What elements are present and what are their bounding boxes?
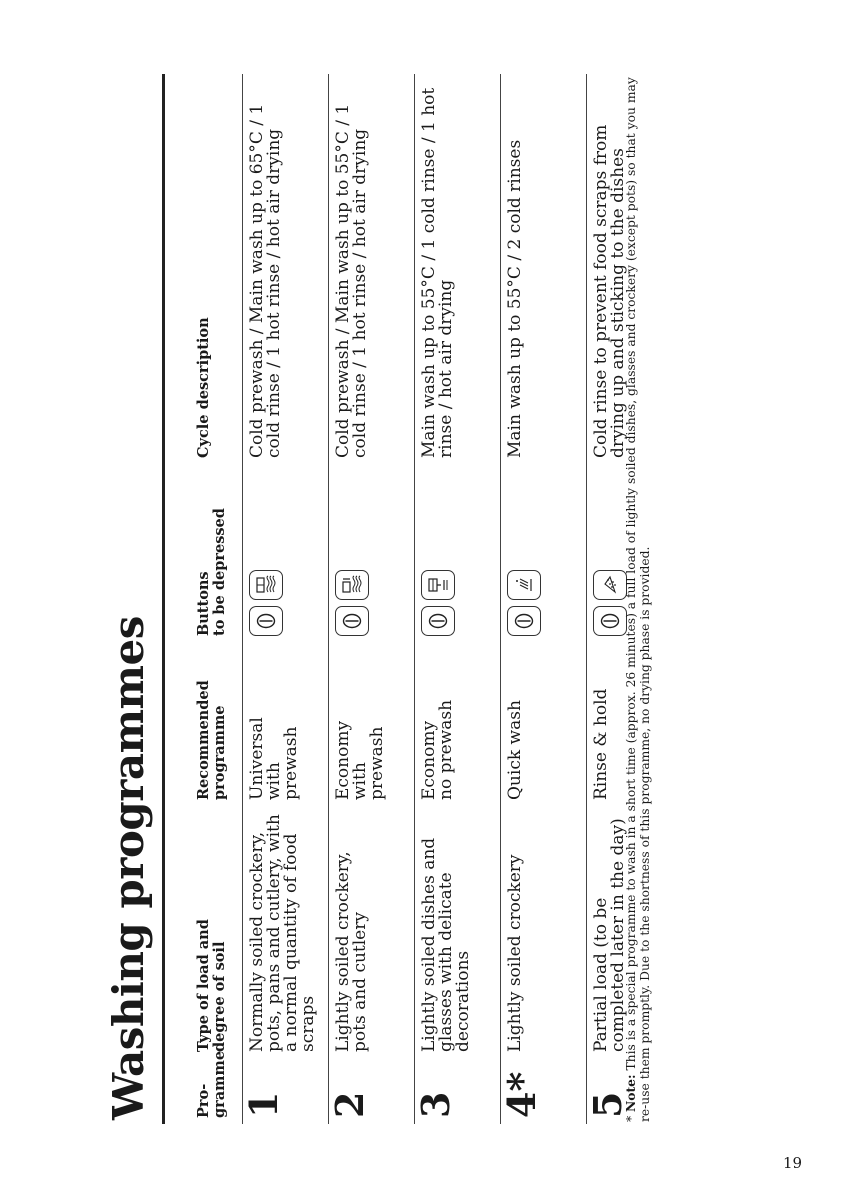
cycle-description: Main wash up to 55°C / 2 cold rinses bbox=[501, 74, 587, 464]
economy-prewash-icon bbox=[335, 570, 369, 600]
buttons-cell bbox=[329, 464, 415, 642]
header-buttons: Buttons to be depressed bbox=[195, 508, 228, 636]
programme-number: 1 bbox=[243, 1058, 329, 1124]
cycle-description: Main wash up to 55°C / 1 cold rinse / 1 hot rinse / hot air drying bbox=[415, 74, 501, 464]
table-row bbox=[501, 74, 587, 1124]
programme-number: 5 bbox=[587, 1058, 673, 1124]
page-number: 19 bbox=[783, 1154, 803, 1172]
buttons-cell bbox=[243, 464, 329, 642]
power-button-icon bbox=[335, 606, 369, 636]
recommended-programme: Rinse & hold bbox=[587, 642, 673, 806]
rotated-page-content bbox=[100, 50, 740, 1140]
buttons-cell bbox=[415, 464, 501, 642]
cycle-description: Cold prewash / Main wash up to 65°C / 1 cold rinse / 1 hot rinse / hot air drying bbox=[243, 74, 329, 464]
recommended-programme: Quick wash bbox=[501, 642, 587, 806]
programme-number: 3 bbox=[415, 1058, 501, 1124]
cycle-description: Cold rinse to prevent food scraps from drying up and sticking to the dishes bbox=[587, 74, 673, 464]
recommended-programme: Economy with prewash bbox=[329, 642, 415, 806]
load-type: Normally soiled crockery, pots, pans and cutlery, with a normal quantity of food scraps bbox=[243, 806, 329, 1058]
load-type: Lightly soiled dishes and glasses with delicate decorations bbox=[415, 806, 501, 1058]
table-row bbox=[243, 74, 329, 1124]
programmes-table bbox=[166, 74, 673, 1124]
programme-number: 4* bbox=[501, 1058, 587, 1124]
quick-wash-icon bbox=[507, 570, 541, 600]
page-title: Washing programmes bbox=[104, 616, 153, 1120]
header-programme: Pro- gramme bbox=[195, 1050, 228, 1118]
power-button-icon bbox=[421, 606, 455, 636]
table-row bbox=[329, 74, 415, 1124]
buttons-cell bbox=[501, 464, 587, 642]
footnote bbox=[624, 72, 652, 1122]
economy-icon bbox=[421, 570, 455, 600]
universal-programme-icon bbox=[249, 570, 283, 600]
footnote-text: This is a special programme to wash in a short time (approx. 26 minutes) a full load of lightly soiled dishes, glasses and crockery (except pots) so that you may re-use them promptly. Due to the shortness of this programme, no drying phase is provided. bbox=[624, 77, 652, 1122]
load-type: Partial load (to be completed later in the day) bbox=[587, 806, 673, 1058]
recommended-programme: Economy no prewash bbox=[415, 642, 501, 806]
title-rule bbox=[162, 74, 165, 1124]
footnote-marker: * bbox=[624, 1111, 638, 1122]
footnote-label: Note: bbox=[623, 1074, 638, 1112]
header-cycle: Cycle description bbox=[195, 317, 212, 458]
cycle-description: Cold prewash / Main wash up to 55°C / 1 cold rinse / 1 hot rinse / hot air drying bbox=[329, 74, 415, 464]
power-button-icon bbox=[507, 606, 541, 636]
header-load: Type of load and degree of soil bbox=[195, 919, 228, 1052]
power-button-icon bbox=[593, 606, 627, 636]
load-type: Lightly soiled crockery bbox=[501, 806, 587, 1058]
rinse-hold-icon bbox=[593, 570, 627, 600]
table-header-row bbox=[166, 74, 243, 1124]
programme-number: 2 bbox=[329, 1058, 415, 1124]
power-button-icon bbox=[249, 606, 283, 636]
load-type: Lightly soiled crockery, pots and cutlery bbox=[329, 806, 415, 1058]
header-recommended: Recommended programme bbox=[195, 680, 228, 800]
recommended-programme: Universal with prewash bbox=[243, 642, 329, 806]
table-row bbox=[415, 74, 501, 1124]
